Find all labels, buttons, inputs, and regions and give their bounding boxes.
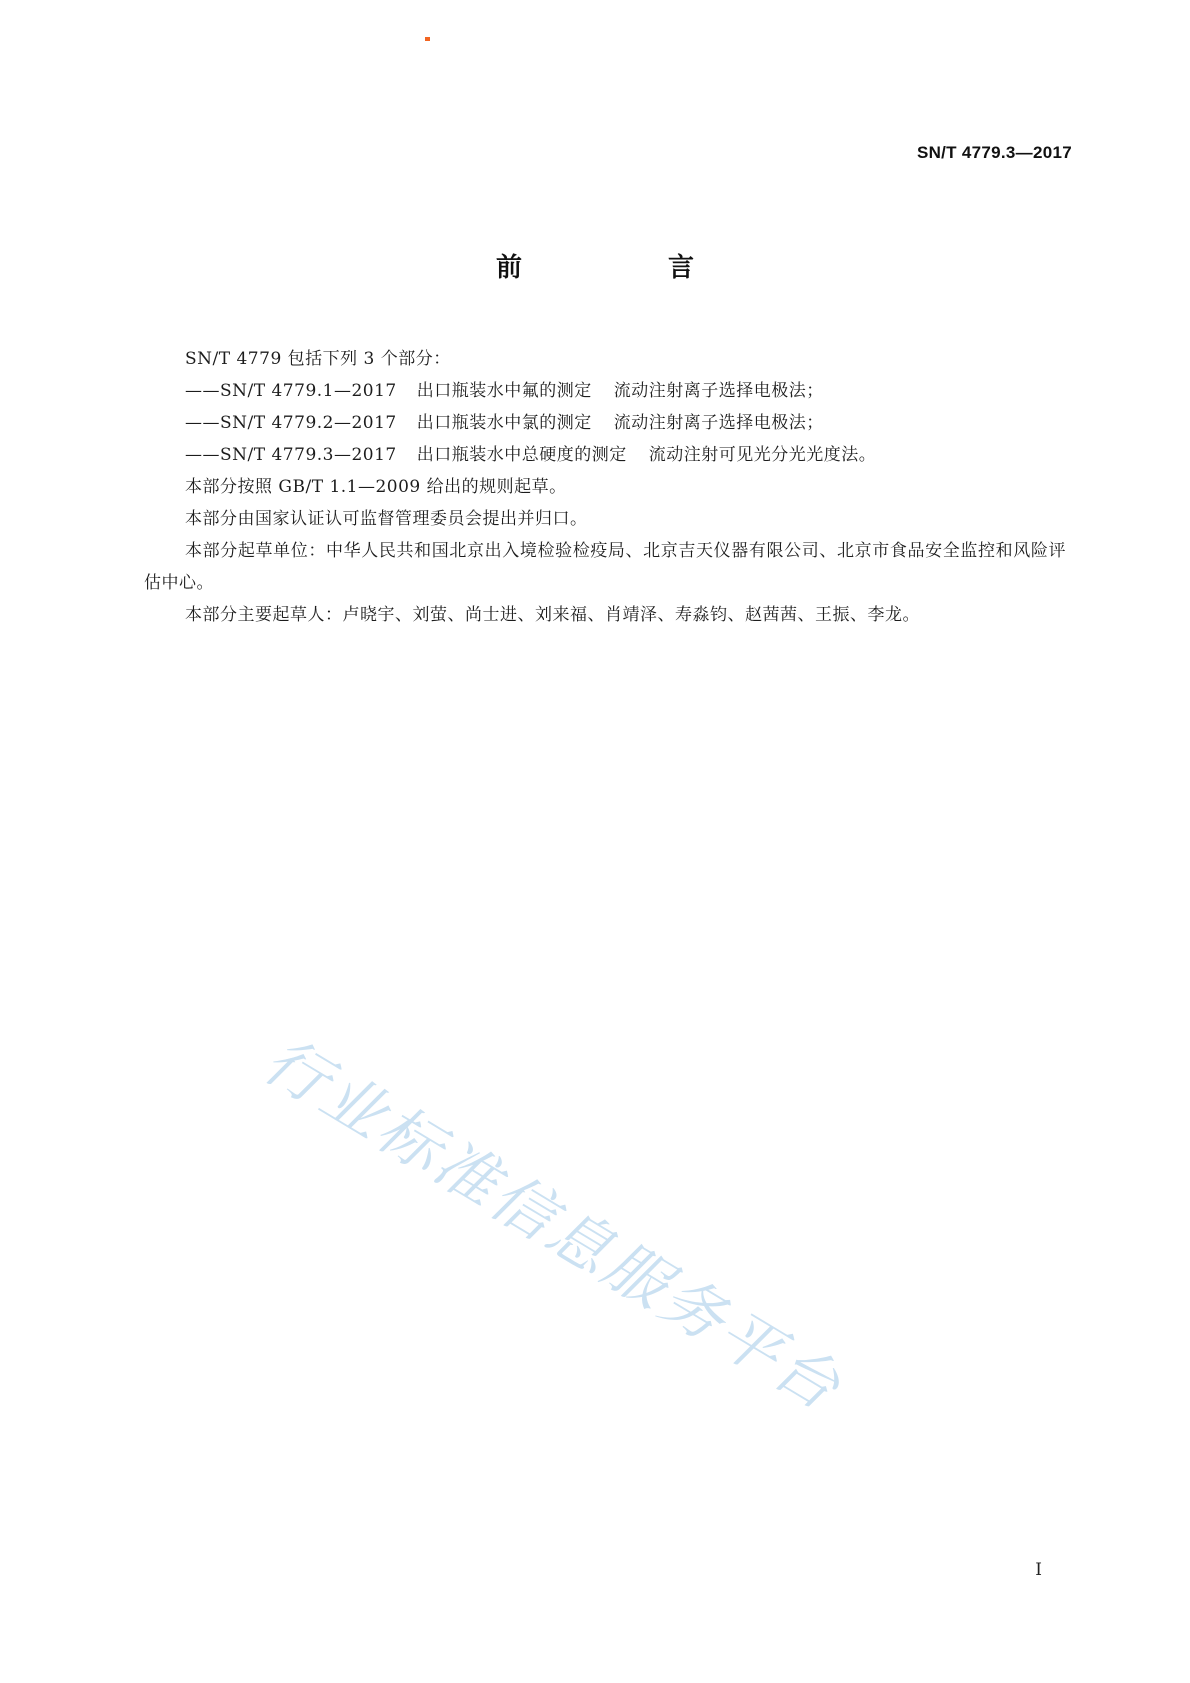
part-code: ——SN/T 4779.1—2017: [185, 381, 397, 401]
part-item-3: [144, 439, 1066, 471]
part-item-2: [144, 407, 1066, 439]
page-title: 前 言: [495, 253, 754, 283]
part-code: ——SN/T 4779.2—2017: [185, 413, 397, 433]
corner-mark: [425, 37, 430, 41]
page-number: I: [1035, 1560, 1042, 1580]
preface-body: [144, 343, 1066, 631]
part-method: 流动注射离子选择电极法；: [613, 413, 824, 433]
drafting-rules-paragraph: 本部分按照 GB/T 1.1—2009 给出的规则起草。: [185, 477, 567, 497]
drafters-paragraph: 本部分主要起草人：卢晓宇、刘萤、尚士进、刘来福、肖靖泽、寿淼钧、赵茜茜、王振、李龙。: [185, 605, 920, 625]
part-name: 出口瓶装水中氯的测定: [416, 413, 592, 433]
part-name: 出口瓶装水中总硬度的测定: [416, 445, 627, 465]
part-name: 出口瓶装水中氟的测定: [416, 381, 592, 401]
part-item-1: [144, 375, 1066, 407]
drafting-units-paragraph: 本部分起草单位：中华人民共和国北京出入境检验检疫局、北京吉天仪器有限公司、北京市食品安全监控和风险评估中心。: [144, 541, 1066, 593]
part-method: 流动注射离子选择电极法；: [613, 381, 824, 401]
intro-line: SN/T 4779 包括下列 3 个部分：: [185, 349, 451, 369]
watermark-text: 行业标准信息服务平台: [251, 1023, 856, 1426]
part-code: ——SN/T 4779.3—2017: [185, 445, 397, 465]
proposed-by-paragraph: 本部分由国家认证认可监督管理委员会提出并归口。: [185, 509, 588, 529]
standard-code: SN/T 4779.3—2017: [916, 143, 1072, 162]
part-method: 流动注射可见光分光光度法。: [648, 445, 877, 465]
